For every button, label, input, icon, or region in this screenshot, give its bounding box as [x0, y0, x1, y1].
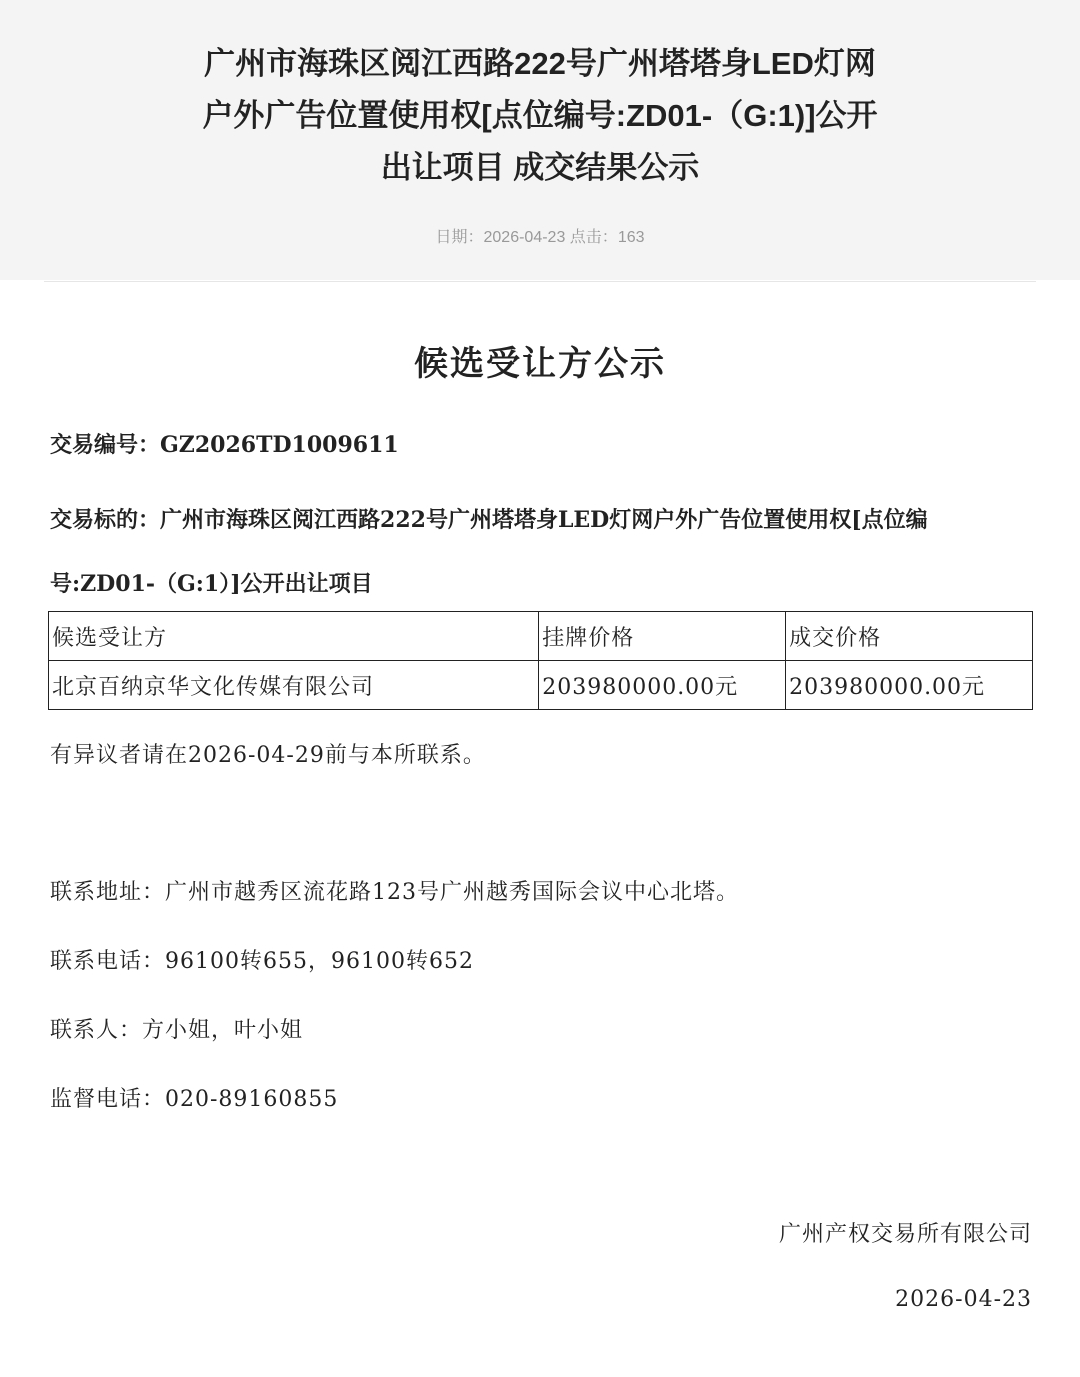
- title-line-2: 户外广告位置使用权[点位编号:ZD01-（G:1)]公开: [202, 98, 878, 133]
- supervision-phone: 监督电话：020-89160855: [50, 1087, 339, 1112]
- header-banner: [0, 0, 1080, 280]
- notice-title: 候选受让方公示: [414, 344, 666, 384]
- trade-target-value: 广州市海珠区阅江西路222号广州塔塔身LED灯网户外广告位置使用权[点位编号:ZD01-（G:1）]公开出让项目: [50, 507, 928, 597]
- divider: [44, 281, 1036, 282]
- header-cell-listing-price: 挂牌价格: [539, 612, 786, 661]
- title-line-3: 出让项目 成交结果公示: [380, 150, 700, 185]
- table-row: [49, 661, 1033, 710]
- contact-phone: 联系电话：96100转655，96100转652: [50, 949, 474, 974]
- cell-candidate: 北京百纳京华文化传媒有限公司: [49, 661, 539, 710]
- signature-date: 2026-04-23: [895, 1287, 1032, 1312]
- trade-number: [50, 428, 399, 459]
- result-table: [48, 611, 1033, 710]
- page-title: [150, 38, 930, 194]
- header-cell-candidate: 候选受让方: [49, 612, 539, 661]
- contact-address: 联系地址：广州市越秀区流花路123号广州越秀国际会议中心北塔。: [50, 880, 739, 905]
- title-line-1: 广州市海珠区阅江西路222号广州塔塔身LED灯网: [204, 46, 876, 81]
- contact-person: 联系人：方小姐，叶小姐: [50, 1018, 304, 1043]
- clicks-value: 163: [617, 229, 645, 246]
- trade-number-value: GZ2026TD1009611: [160, 432, 399, 458]
- cell-listing-price: 203980000.00元: [539, 661, 786, 710]
- date-value: 2026-04-23: [483, 229, 566, 246]
- header-cell-deal-price: 成交价格: [786, 612, 1033, 661]
- trade-number-label: 交易编号：: [50, 432, 161, 458]
- trade-target-label: 交易标的：: [50, 507, 161, 533]
- objection-notice: 有异议者请在2026-04-29前与本所联系。: [50, 743, 486, 768]
- trade-target: [50, 488, 1025, 616]
- date-label: 日期：: [435, 229, 484, 246]
- meta-line: [0, 224, 1080, 247]
- signature-org: 广州产权交易所有限公司: [778, 1222, 1032, 1247]
- table-header-row: [49, 612, 1033, 661]
- cell-deal-price: 203980000.00元: [786, 661, 1033, 710]
- clicks-label: 点击：: [569, 229, 618, 246]
